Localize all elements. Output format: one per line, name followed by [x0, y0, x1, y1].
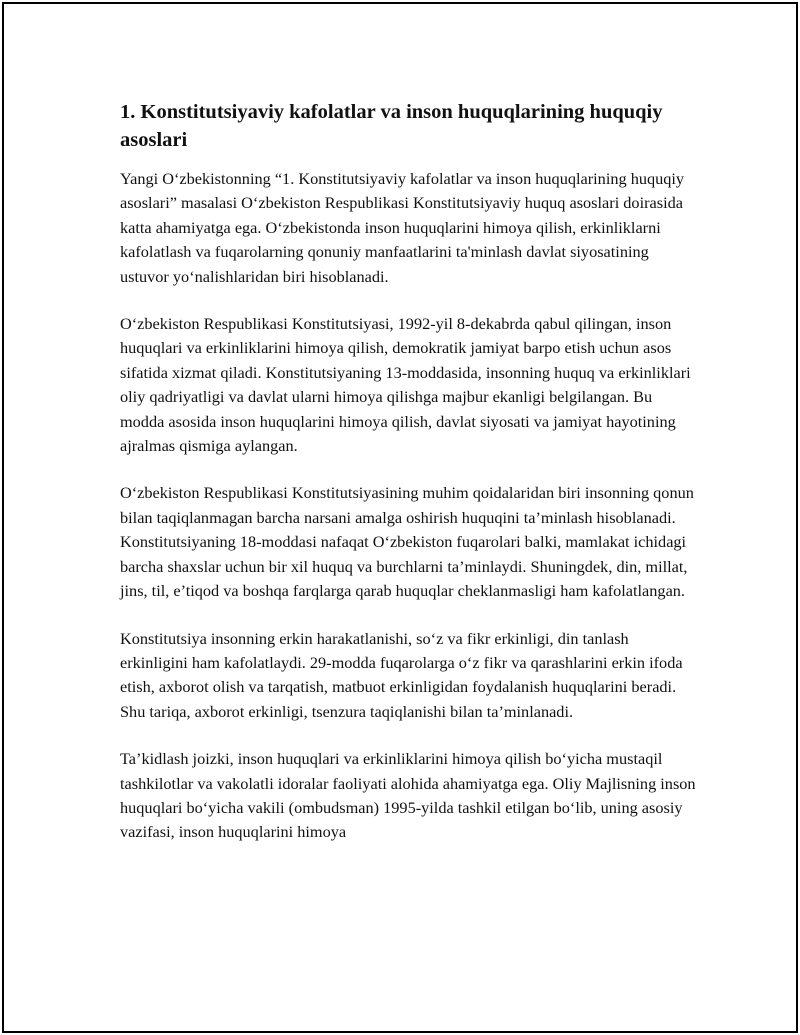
- paragraph-5: Ta’kidlash joizki, inson huquqlari va erkinliklarini himoya qilish bo‘yicha mustaqil tashkilotlar va vakolatli idoralar faoliyati alohida ahamiyatga ega. Oliy Majlisning inson huquqlari bo‘yicha vakili (ombudsman) 1995-yilda tashkil etilgan bo‘lib, uning asosiy vazifasi, inson huquqlarini himoya: [120, 749, 696, 842]
- paragraph-4: Konstitutsiya insonning erkin harakatlanishi, so‘z va fikr erkinligi, din tanlash erkinligini ham kafolatlaydi. 29-modda fuqarolarga o‘z fikr va qarashlarini erkin ifoda etish, axborot olish va tarqatish, matbuot erkinligidan foydalanish huquqlarini beradi. Shu tariqa, axborot erkinligi, tsenzura taqiqlanishi bilan ta’minlanadi.: [120, 628, 683, 721]
- section-heading: 1. Konstitutsiyaviy kafolatlar va inson huquqlarining huquqiy asoslari: [120, 101, 663, 151]
- document-body: [120, 98, 700, 845]
- paragraph-3: O‘zbekiston Respublikasi Konstitutsiyasining muhim qoidalaridan biri insonning qonun bilan taqiqlanmagan barcha narsani amalga oshirish huquqini ta’minlash hisoblanadi. Konstitutsiyaning 18-moddasi nafaqat O‘zbekiston fuqarolari balki, mamlakat ichidagi barcha shaxslar uchun bir xil huquq va burchlarni ta’minlaydi. Shuningdek, din, millat, jins, til, e’tiqod va boshqa farqlarga qarab huquqlar cheklanmasligi ham kafolatlangan.: [120, 483, 694, 601]
- document-page: [2, 2, 798, 1033]
- paragraph-2: O‘zbekiston Respublikasi Konstitutsiyasi, 1992-yil 8-dekabrda qabul qilingan, inson huquqlari va erkinliklarini himoya qilish, demokratik jamiyat barpo etish uchun asos sifatida xizmat qiladi. Konstitutsiyaning 13-moddasida, insonning huquq va erkinliklari oliy qadriyatligi va davlat ularni himoya qilishga majbur ekanligi belgilangan. Bu modda asosida inson huquqlarini himoya qilish, davlat siyosati va jamiyat hayotining ajralmas qismiga aylangan.: [120, 314, 691, 456]
- paragraph-1: Yangi O‘zbekistonning “1. Konstitutsiyaviy kafolatlar va inson huquqlarining huquqiy asoslari” masalasi O‘zbekiston Respublikasi Konstitutsiyaviy huquq asoslari doirasida katta ahamiyatga ega. O‘zbekistonda inson huquqlarini himoya qilish, erkinliklarni kafolatlash va fuqarolarning qonuniy manfaatlarini ta'minlash davlat siyosatining ustuvor yo‘nalishlaridan biri hisoblanadi.: [120, 169, 685, 286]
